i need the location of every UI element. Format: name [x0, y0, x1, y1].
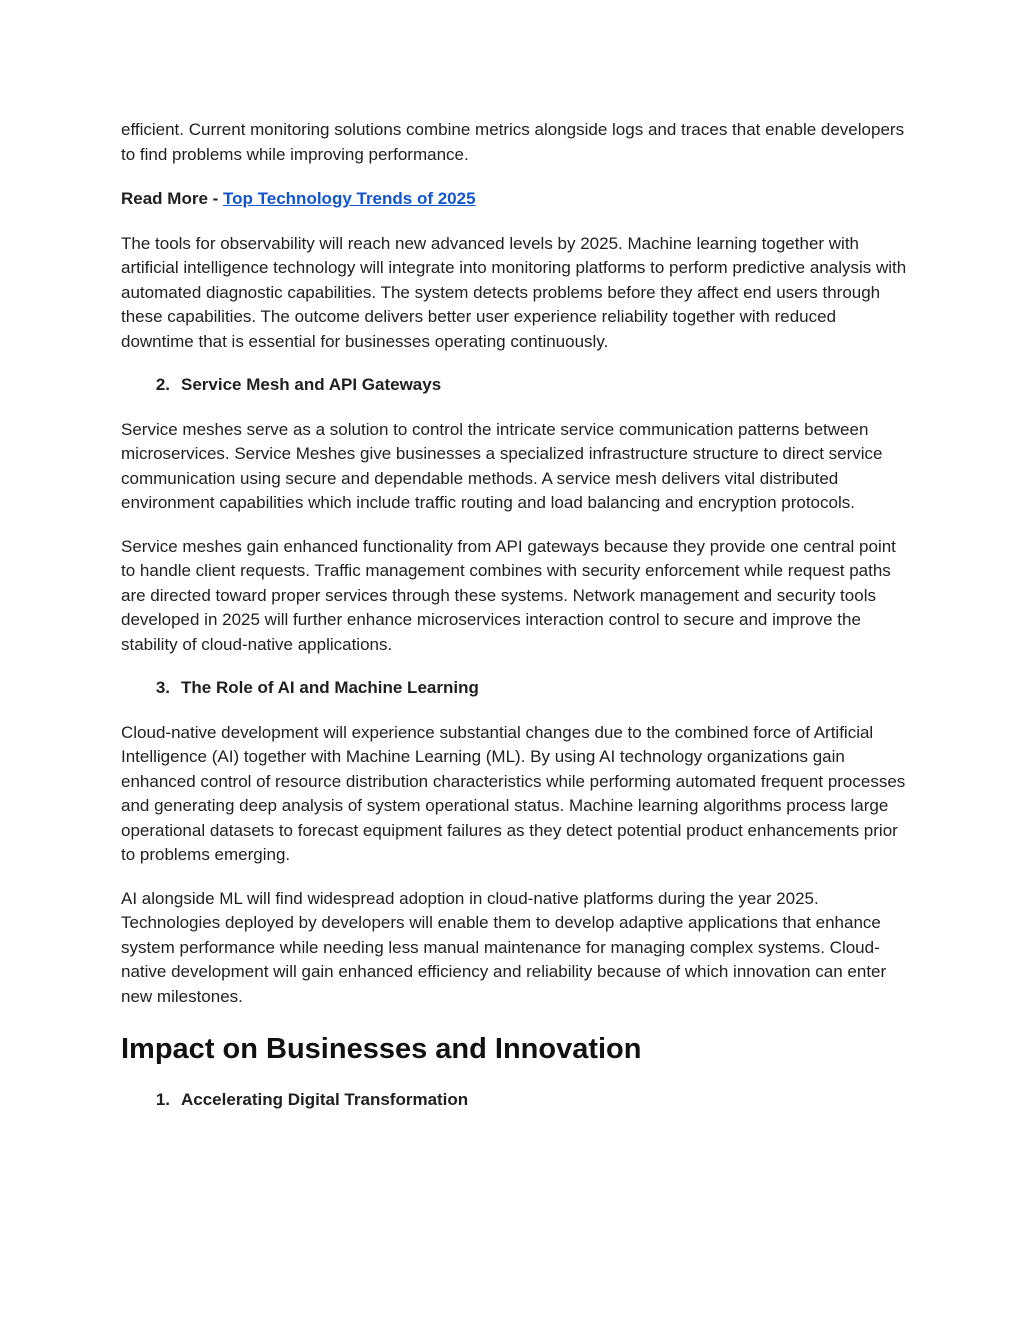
- read-more-prefix: Read More -: [121, 189, 224, 208]
- section-3-title: The Role of AI and Machine Learning: [181, 678, 479, 697]
- section-2-title: Service Mesh and API Gateways: [181, 375, 442, 394]
- impact-item-1-title: Accelerating Digital Transformation: [181, 1090, 469, 1109]
- section-2-paragraph-2: Service meshes gain enhanced functionality from API gateways because they provide one central point to handle client requests. Traffic management combines with security enforcement while request paths are directed toward proper services through these systems. Network management and security tools developed in 2025 will further enhance microservices interaction control to secure and improve the stability of cloud-native applications.: [121, 536, 896, 654]
- impact-item-1-heading: [121, 1088, 911, 1113]
- impact-item-1-number: 1.: [155, 1090, 170, 1109]
- section-2-number: 2.: [155, 375, 170, 394]
- section-3-paragraph-2: AI alongside ML will find widespread adoption in cloud-native platforms during the year 2025. Technologies deployed by developers will enable them to develop adaptive applications that enhance system performance while needing less manual maintenance for managing complex systems. Cloud-native development will gain enhanced efficiency and reliability because of which innovation can enter new milestones.: [121, 888, 887, 1006]
- observability-paragraph: The tools for observability will reach new advanced levels by 2025. Machine learning together with artificial intelligence technology will integrate into monitoring platforms to perform predictive analysis with automated diagnostic capabilities. The system detects problems before they affect end users through these capabilities. The outcome delivers better user experience reliability together with reduced downtime that is essential for businesses operating continuously.: [121, 233, 907, 351]
- read-more-line: [121, 187, 911, 212]
- read-more-link[interactable]: Top Technology Trends of 2025: [223, 189, 476, 208]
- impact-heading: Impact on Businesses and Innovation: [121, 1033, 642, 1065]
- section-3-paragraph-1: Cloud-native development will experience substantial changes due to the combined force of Artificial Intelligence (AI) together with Machine Learning (ML). By using AI technology organizations gain enhanced control of resource distribution characteristics while performing automated frequent processes and generating deep analysis of system operational status. Machine learning algorithms process large operational datasets to forecast equipment failures as they detect potential product enhancements prior to problems emerging.: [121, 722, 906, 864]
- document-page: [121, 118, 911, 1133]
- section-2-heading: [121, 373, 911, 398]
- intro-paragraph: efficient. Current monitoring solutions combine metrics alongside logs and traces that enable developers to find problems while improving performance.: [121, 120, 905, 164]
- section-3-heading: [121, 676, 911, 701]
- section-3-number: 3.: [155, 678, 170, 697]
- section-2-paragraph-1: Service meshes serve as a solution to control the intricate service communication patterns between microservices. Service Meshes give businesses a specialized infrastructure structure to direct service communication using secure and dependable methods. A service mesh delivers vital distributed environment capabilities which include traffic routing and load balancing and encryption protocols.: [121, 419, 883, 512]
